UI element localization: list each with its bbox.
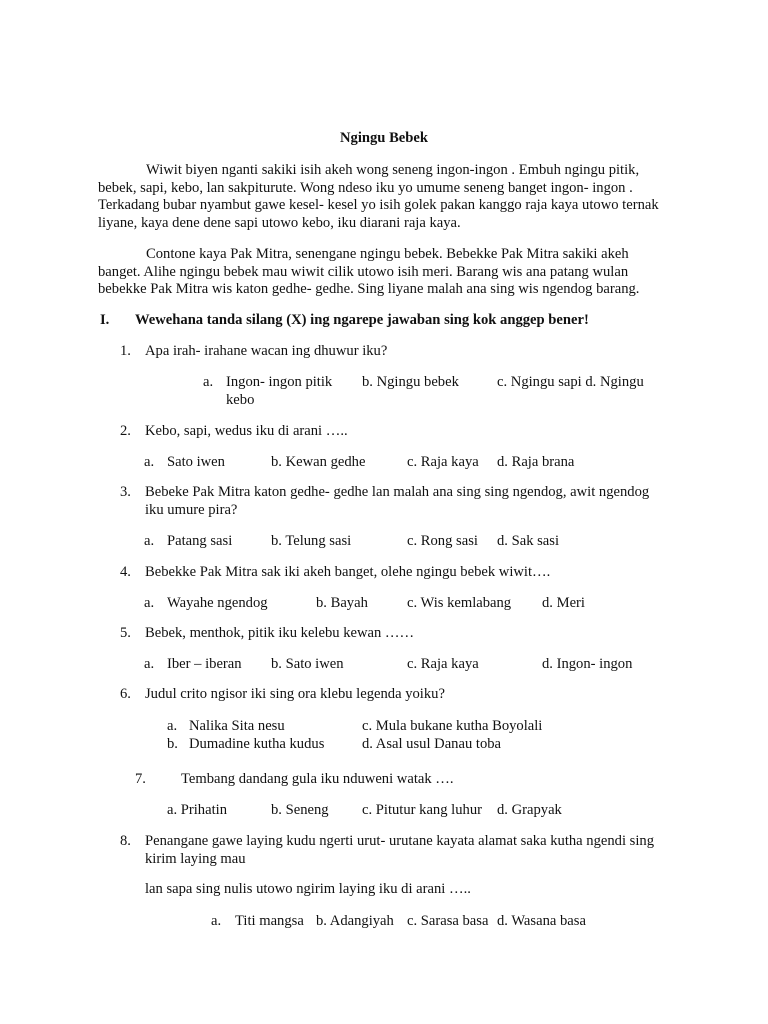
question-5-option-c[interactable]: c. Raja kaya — [407, 656, 479, 672]
question-5-number: 5. — [120, 625, 131, 641]
question-1-option-a-letter[interactable]: a. — [203, 374, 214, 390]
question-8-text: Penangane gawe laying kudu ngerti urut- urutane kayata alamat saka kutha ngendi sing — [145, 833, 654, 849]
question-4-number: 4. — [120, 564, 131, 580]
document-title: Ngingu Bebek — [340, 130, 428, 146]
question-3-option-b[interactable]: b. Telung sasi — [271, 533, 352, 549]
question-6-text: Judul crito ngisor iki sing ora klebu legenda yoiku? — [145, 686, 445, 702]
question-7-text: Tembang dandang gula iku nduweni watak …. — [181, 771, 454, 787]
question-3-option-a-letter[interactable]: a. — [144, 533, 155, 549]
question-4-text: Bebekke Pak Mitra sak iki akeh banget, olehe ngingu bebek wiwit…. — [145, 564, 551, 580]
question-2-option-b[interactable]: b. Kewan gedhe — [271, 454, 366, 470]
question-4-option-c[interactable]: c. Wis kemlabang — [407, 595, 512, 611]
question-6-option-d[interactable]: d. Asal usul Danau toba — [362, 736, 502, 752]
question-5-option-d[interactable]: d. Ingon- ingon — [542, 656, 633, 672]
question-1-option-b[interactable]: b. Ngingu bebek — [362, 374, 459, 390]
paragraph-1 — [98, 162, 668, 232]
question-8-option-b[interactable]: b. Adangiyah — [316, 913, 394, 929]
question-5-option-a[interactable]: Iber – iberan — [167, 656, 242, 672]
question-8-option-d[interactable]: d. Wasana basa — [497, 913, 586, 929]
question-7-option-b[interactable]: b. Seneng — [271, 802, 329, 818]
paragraph-2 — [98, 246, 668, 299]
question-8-option-a-letter[interactable]: a. — [211, 913, 222, 929]
question-7-option-c[interactable]: c. Pitutur kang luhur — [362, 802, 482, 818]
question-3-option-a[interactable]: Patang sasi — [167, 533, 233, 549]
section-instruction: Wewehana tanda silang (X) ing ngarepe jawaban sing kok anggep bener! — [135, 312, 589, 328]
question-3-text: Bebeke Pak Mitra katon gedhe- gedhe lan malah ana sing sing ngendog, awit ngendog — [145, 484, 650, 500]
question-6-number: 6. — [120, 686, 131, 702]
question-4-option-d[interactable]: d. Meri — [542, 595, 585, 611]
question-1-text: Apa irah- irahane wacan ing dhuwur iku? — [145, 343, 388, 359]
question-2-text: Kebo, sapi, wedus iku di arani ….. — [145, 423, 348, 439]
question-1-option-d-cont[interactable]: kebo — [226, 392, 255, 408]
question-1-option-c-d[interactable]: c. Ngingu sapi d. Ngingu — [497, 374, 644, 390]
question-7-number: 7. — [135, 771, 146, 787]
section-number: I. — [100, 312, 110, 328]
question-8-number: 8. — [120, 833, 131, 849]
question-2-option-d[interactable]: d. Raja brana — [497, 454, 575, 470]
question-4-option-b[interactable]: b. Bayah — [316, 595, 368, 611]
question-5-text: Bebek, menthok, pitik iku kelebu kewan …… — [145, 625, 415, 641]
paragraph-1-text: Wiwit biyen nganti sakiki isih akeh wong seneng ingon-ingon . Embuh ngingu pitik, bebek, sapi, kebo, lan sakpiturute. Wong ndeso iku yo umume seneng banget ingon- ingon . Terkadang bubar nyambut gawe kesel- kesel yo isih golek pakan kanggo raja kaya utowo ternak liyane, kaya dene dene sapi utowo kebo, iku diarani raja kaya. — [98, 162, 659, 231]
question-2-option-a[interactable]: Sato iwen — [167, 454, 225, 470]
paragraph-2-text: Contone kaya Pak Mitra, senengane ngingu bebek. Bebekke Pak Mitra sakiki akeh banget. Alihe ngingu bebek mau wiwit cilik utowo isih meri. Barang wis ana patang wulan bebekke Pak Mitra wis katon gedhe- gedhe. Sing liyane malah ana sing wis ngendog barang. — [98, 246, 640, 298]
question-6-option-a[interactable]: Nalika Sita nesu — [189, 718, 285, 734]
question-6-option-c[interactable]: c. Mula bukane kutha Boyolali — [362, 718, 543, 734]
question-7-option-a[interactable]: a. Prihatin — [167, 802, 227, 818]
question-8-text-line3: lan sapa sing nulis utowo ngirim laying iku di arani ….. — [145, 881, 471, 897]
question-3-number: 3. — [120, 484, 131, 500]
question-2-number: 2. — [120, 423, 131, 439]
question-1-number: 1. — [120, 343, 131, 359]
question-6-option-b[interactable]: Dumadine kutha kudus — [189, 736, 325, 752]
question-4-option-a-letter[interactable]: a. — [144, 595, 155, 611]
question-5-option-a-letter[interactable]: a. — [144, 656, 155, 672]
question-8-text-line2: kirim laying mau — [145, 851, 246, 867]
question-3-text-line2: iku umure pira? — [145, 502, 238, 518]
question-2-option-c[interactable]: c. Raja kaya — [407, 454, 479, 470]
question-6-option-a-letter[interactable]: a. — [167, 718, 178, 734]
question-6-option-b-letter[interactable]: b. — [167, 736, 178, 752]
question-4-option-a[interactable]: Wayahe ngendog — [167, 595, 268, 611]
question-2-option-a-letter[interactable]: a. — [144, 454, 155, 470]
question-1-option-a[interactable]: Ingon- ingon pitik — [226, 374, 333, 390]
question-3-option-c[interactable]: c. Rong sasi — [407, 533, 478, 549]
question-8-option-c[interactable]: c. Sarasa basa — [407, 913, 489, 929]
question-7-option-d[interactable]: d. Grapyak — [497, 802, 562, 818]
question-3-option-d[interactable]: d. Sak sasi — [497, 533, 560, 549]
question-5-option-b[interactable]: b. Sato iwen — [271, 656, 344, 672]
question-8-option-a[interactable]: Titi mangsa — [235, 913, 304, 929]
